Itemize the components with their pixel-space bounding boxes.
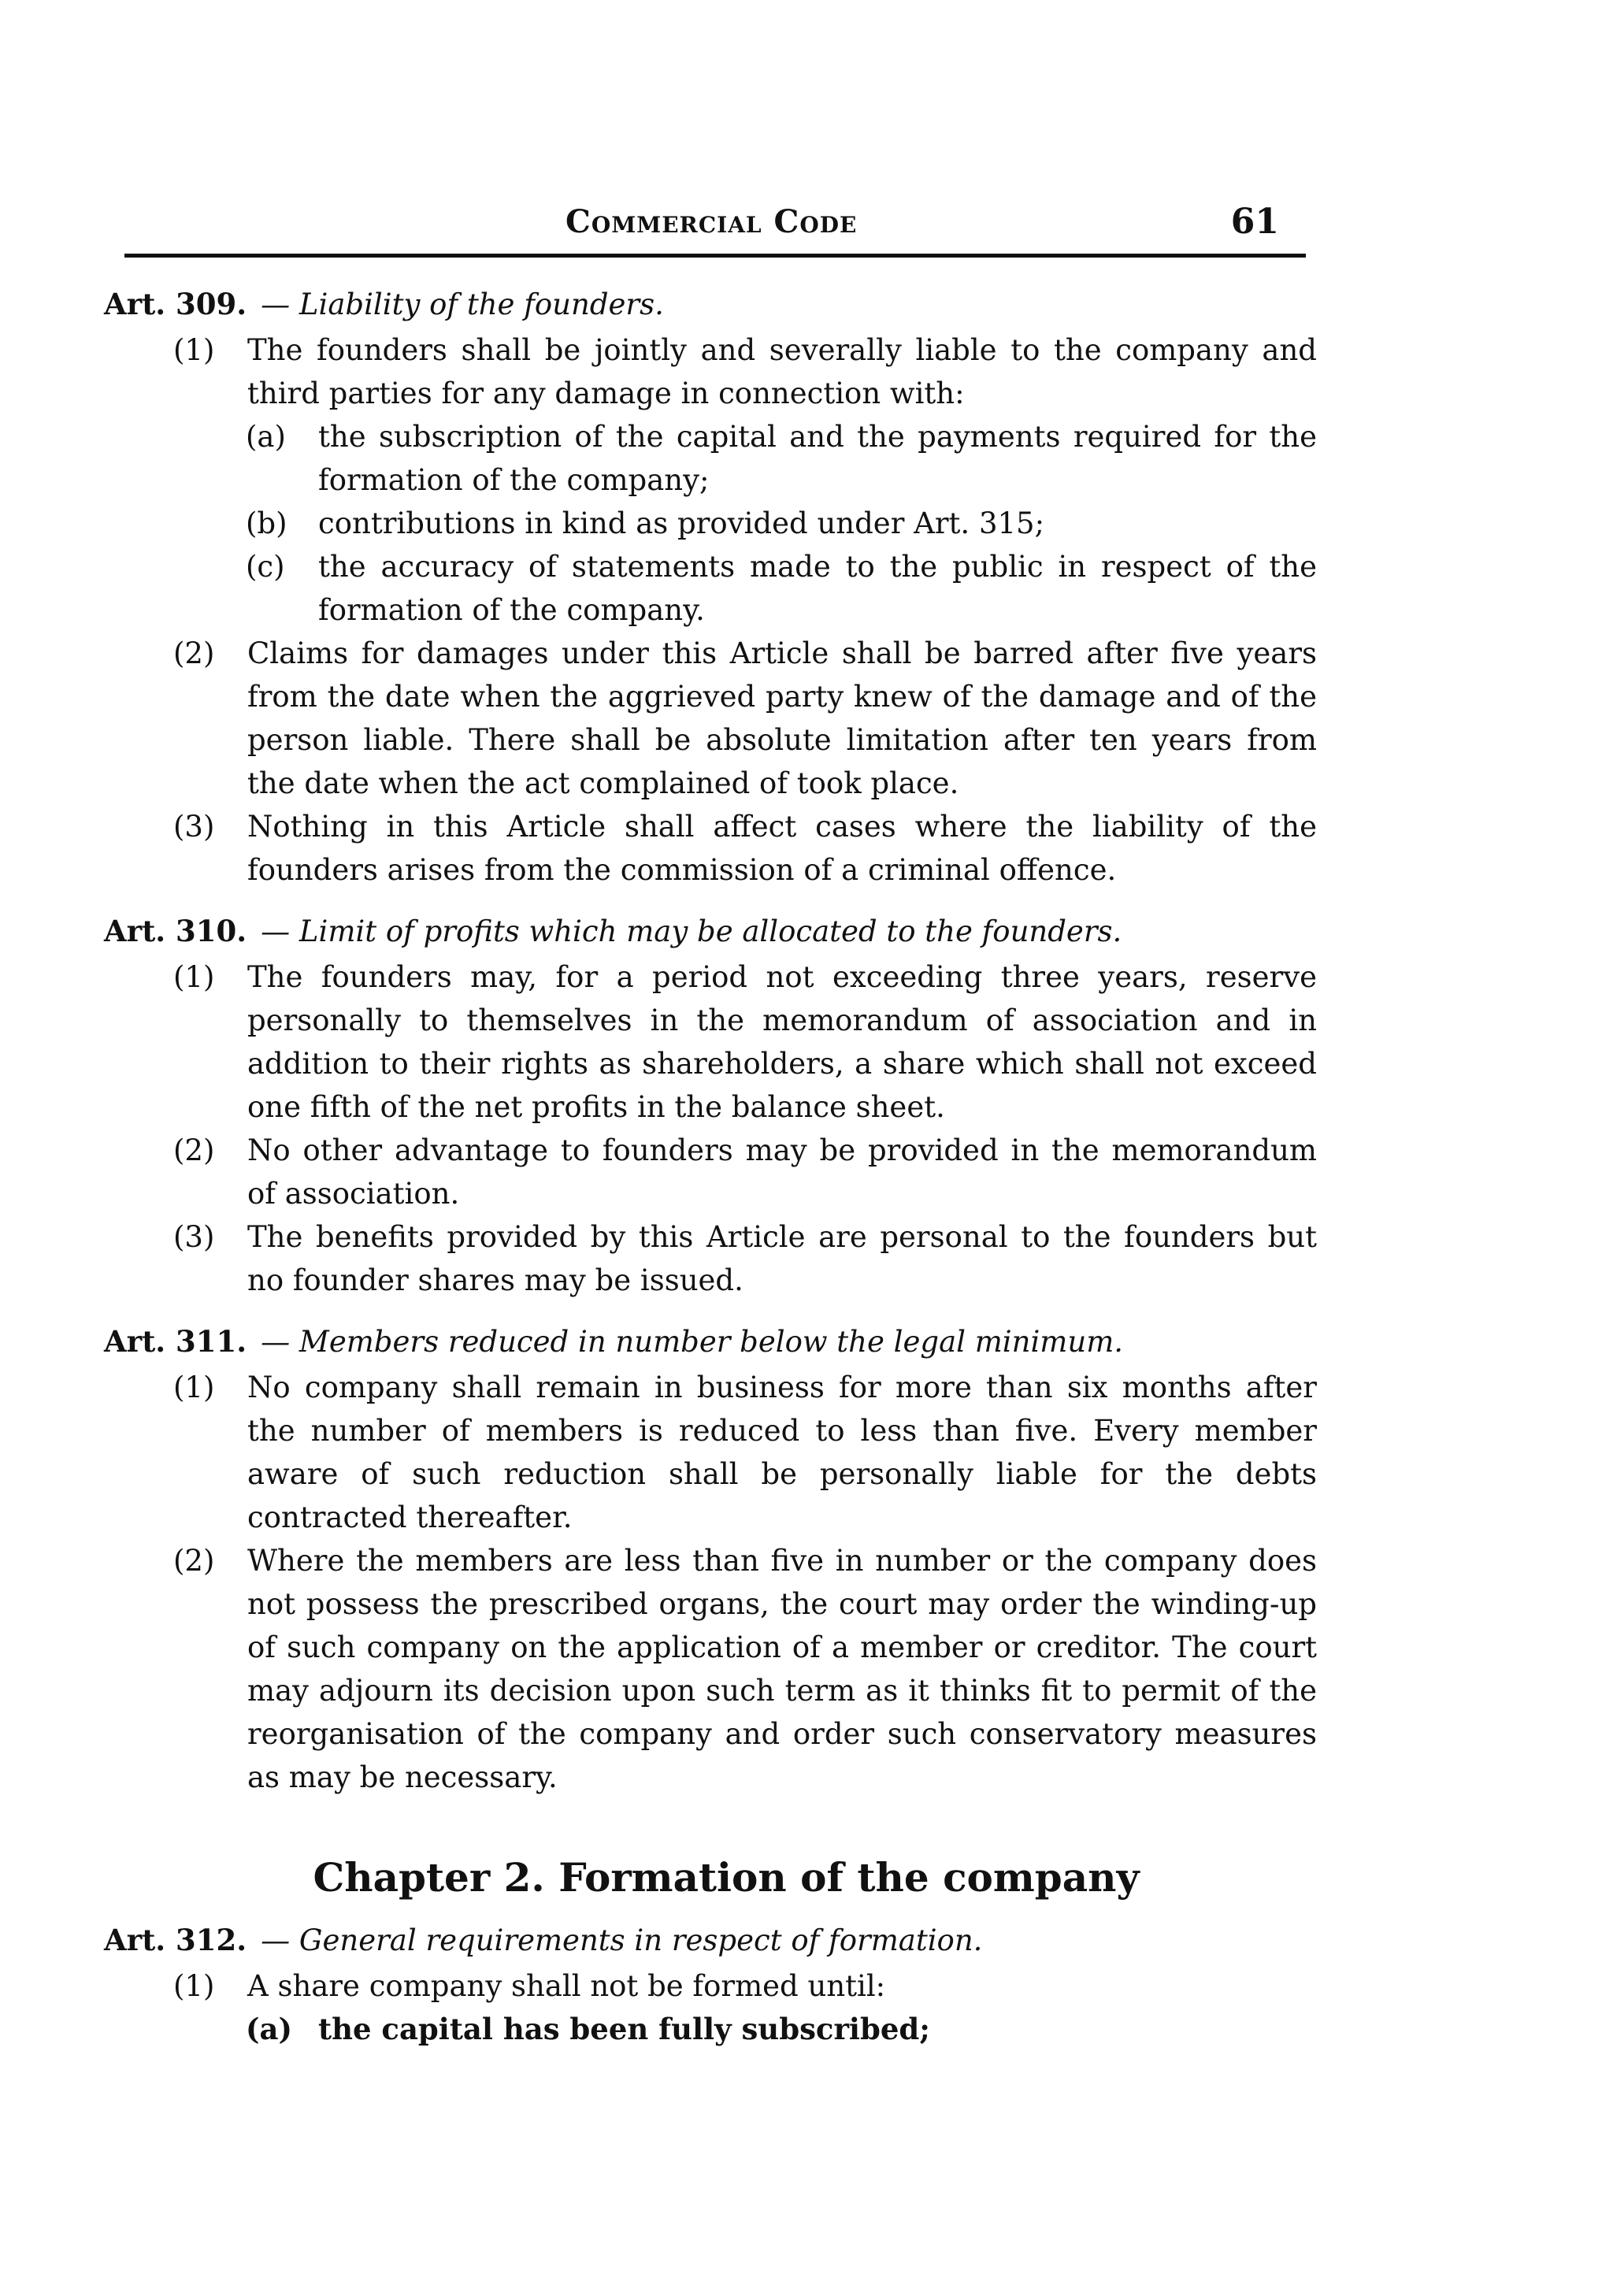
article-title: — Limit of profits which may be allocated to the founders. — [261, 914, 1122, 948]
paragraph-text: A share company shall not be formed until: — [247, 1969, 886, 2003]
article-310 — [104, 911, 1317, 1302]
article-number: Art. 310. — [104, 914, 247, 948]
sub-item-text: the accuracy of statements made to the public in respect of the formation of the company. — [318, 550, 1317, 627]
sub-item-text: the subscription of the capital and the payments required for the formation of the company; — [318, 420, 1317, 497]
article-312 — [104, 1920, 1317, 2051]
paragraph — [104, 1215, 1317, 1302]
paragraph-number: (1) — [173, 333, 215, 367]
paragraph-text: No company shall remain in business for more than six months after the number of members is reduced to less than five. Every member aware of such reduction shall be personally liable for the debts contracted thereafter. — [247, 1371, 1317, 1534]
sub-item — [104, 545, 1317, 632]
paragraph — [104, 1964, 1317, 2008]
sub-item-letter: (b) — [246, 506, 287, 540]
page-number: 61 — [1230, 202, 1279, 242]
sub-item-text: the capital has been fully subscribed; — [318, 2012, 930, 2046]
article-heading — [104, 1920, 1317, 1961]
paragraph-text: The founders shall be jointly and severally liable to the company and third parties for any damage in connection with: — [247, 333, 1317, 410]
paragraph-text: Where the members are less than five in number or the company does not possess the prescribed organs, the court may order the winding-up of such company on the application of a member or creditor. The court may adjourn its decision upon such term as it thinks fit to permit of the reorganisation of the company and order such conservatory measures as may be necessary. — [247, 1544, 1317, 1794]
article-number: Art. 309. — [104, 287, 247, 321]
paragraph — [104, 1366, 1317, 1539]
paragraph — [104, 1129, 1317, 1215]
article-title: — Liability of the founders. — [261, 287, 664, 321]
paragraph — [104, 805, 1317, 892]
paragraph-text: No other advantage to founders may be provided in the memorandum of association. — [247, 1133, 1317, 1211]
paragraph-number: (2) — [173, 1133, 215, 1167]
article-309 — [104, 284, 1317, 892]
paragraph — [104, 1539, 1317, 1799]
paragraph-number: (3) — [173, 1220, 215, 1254]
paragraph-text: Claims for damages under this Article shall be barred after five years from the date when the aggrieved party knew of the damage and of the person liable. There shall be absolute limitation after ten years from the date when the act complained of took place. — [247, 636, 1317, 800]
paragraph-number: (1) — [173, 1969, 215, 2003]
paragraph-text: The founders may, for a period not exceeding three years, reserve personally to themselves in the memorandum of association and in addition to their rights as shareholders, a share which shall not exceed one fifth of the net profits in the balance sheet. — [247, 960, 1317, 1124]
sub-item — [104, 502, 1317, 545]
paragraph-text: Nothing in this Article shall affect cases where the liability of the founders arises from the commission of a criminal offence. — [247, 810, 1317, 887]
article-311 — [104, 1321, 1317, 1799]
paragraph-number: (1) — [173, 1371, 215, 1404]
chapter-title: Chapter 2. Formation of the company — [313, 1854, 1140, 1901]
article-heading — [104, 1321, 1317, 1363]
article-number: Art. 312. — [104, 1923, 247, 1957]
page-body — [104, 284, 1317, 2051]
article-heading — [104, 284, 1317, 325]
article-title: — Members reduced in number below the legal minimum. — [261, 1325, 1124, 1359]
sub-item-text: contributions in kind as provided under Art. 315; — [318, 506, 1045, 540]
sub-item-letter: (c) — [246, 550, 285, 584]
page-header — [124, 198, 1306, 258]
article-heading — [104, 911, 1317, 952]
sub-item — [104, 415, 1317, 502]
sub-item — [104, 2008, 1317, 2051]
paragraph — [104, 632, 1317, 805]
article-number: Art. 311. — [104, 1324, 247, 1359]
sub-item-letter: (a) — [246, 2012, 292, 2046]
paragraph-number: (2) — [173, 1544, 215, 1578]
paragraph — [104, 328, 1317, 415]
paragraph-number: (3) — [173, 810, 215, 844]
article-title: — General requirements in respect of formation. — [261, 1923, 983, 1957]
paragraph-number: (2) — [173, 636, 215, 670]
paragraph-number: (1) — [173, 960, 215, 994]
sub-item-letter: (a) — [246, 420, 286, 454]
paragraph — [104, 955, 1317, 1129]
running-title: Commercial Code — [565, 203, 858, 240]
paragraph-text: The benefits provided by this Article are personal to the founders but no founder shares may be issued. — [247, 1220, 1317, 1297]
